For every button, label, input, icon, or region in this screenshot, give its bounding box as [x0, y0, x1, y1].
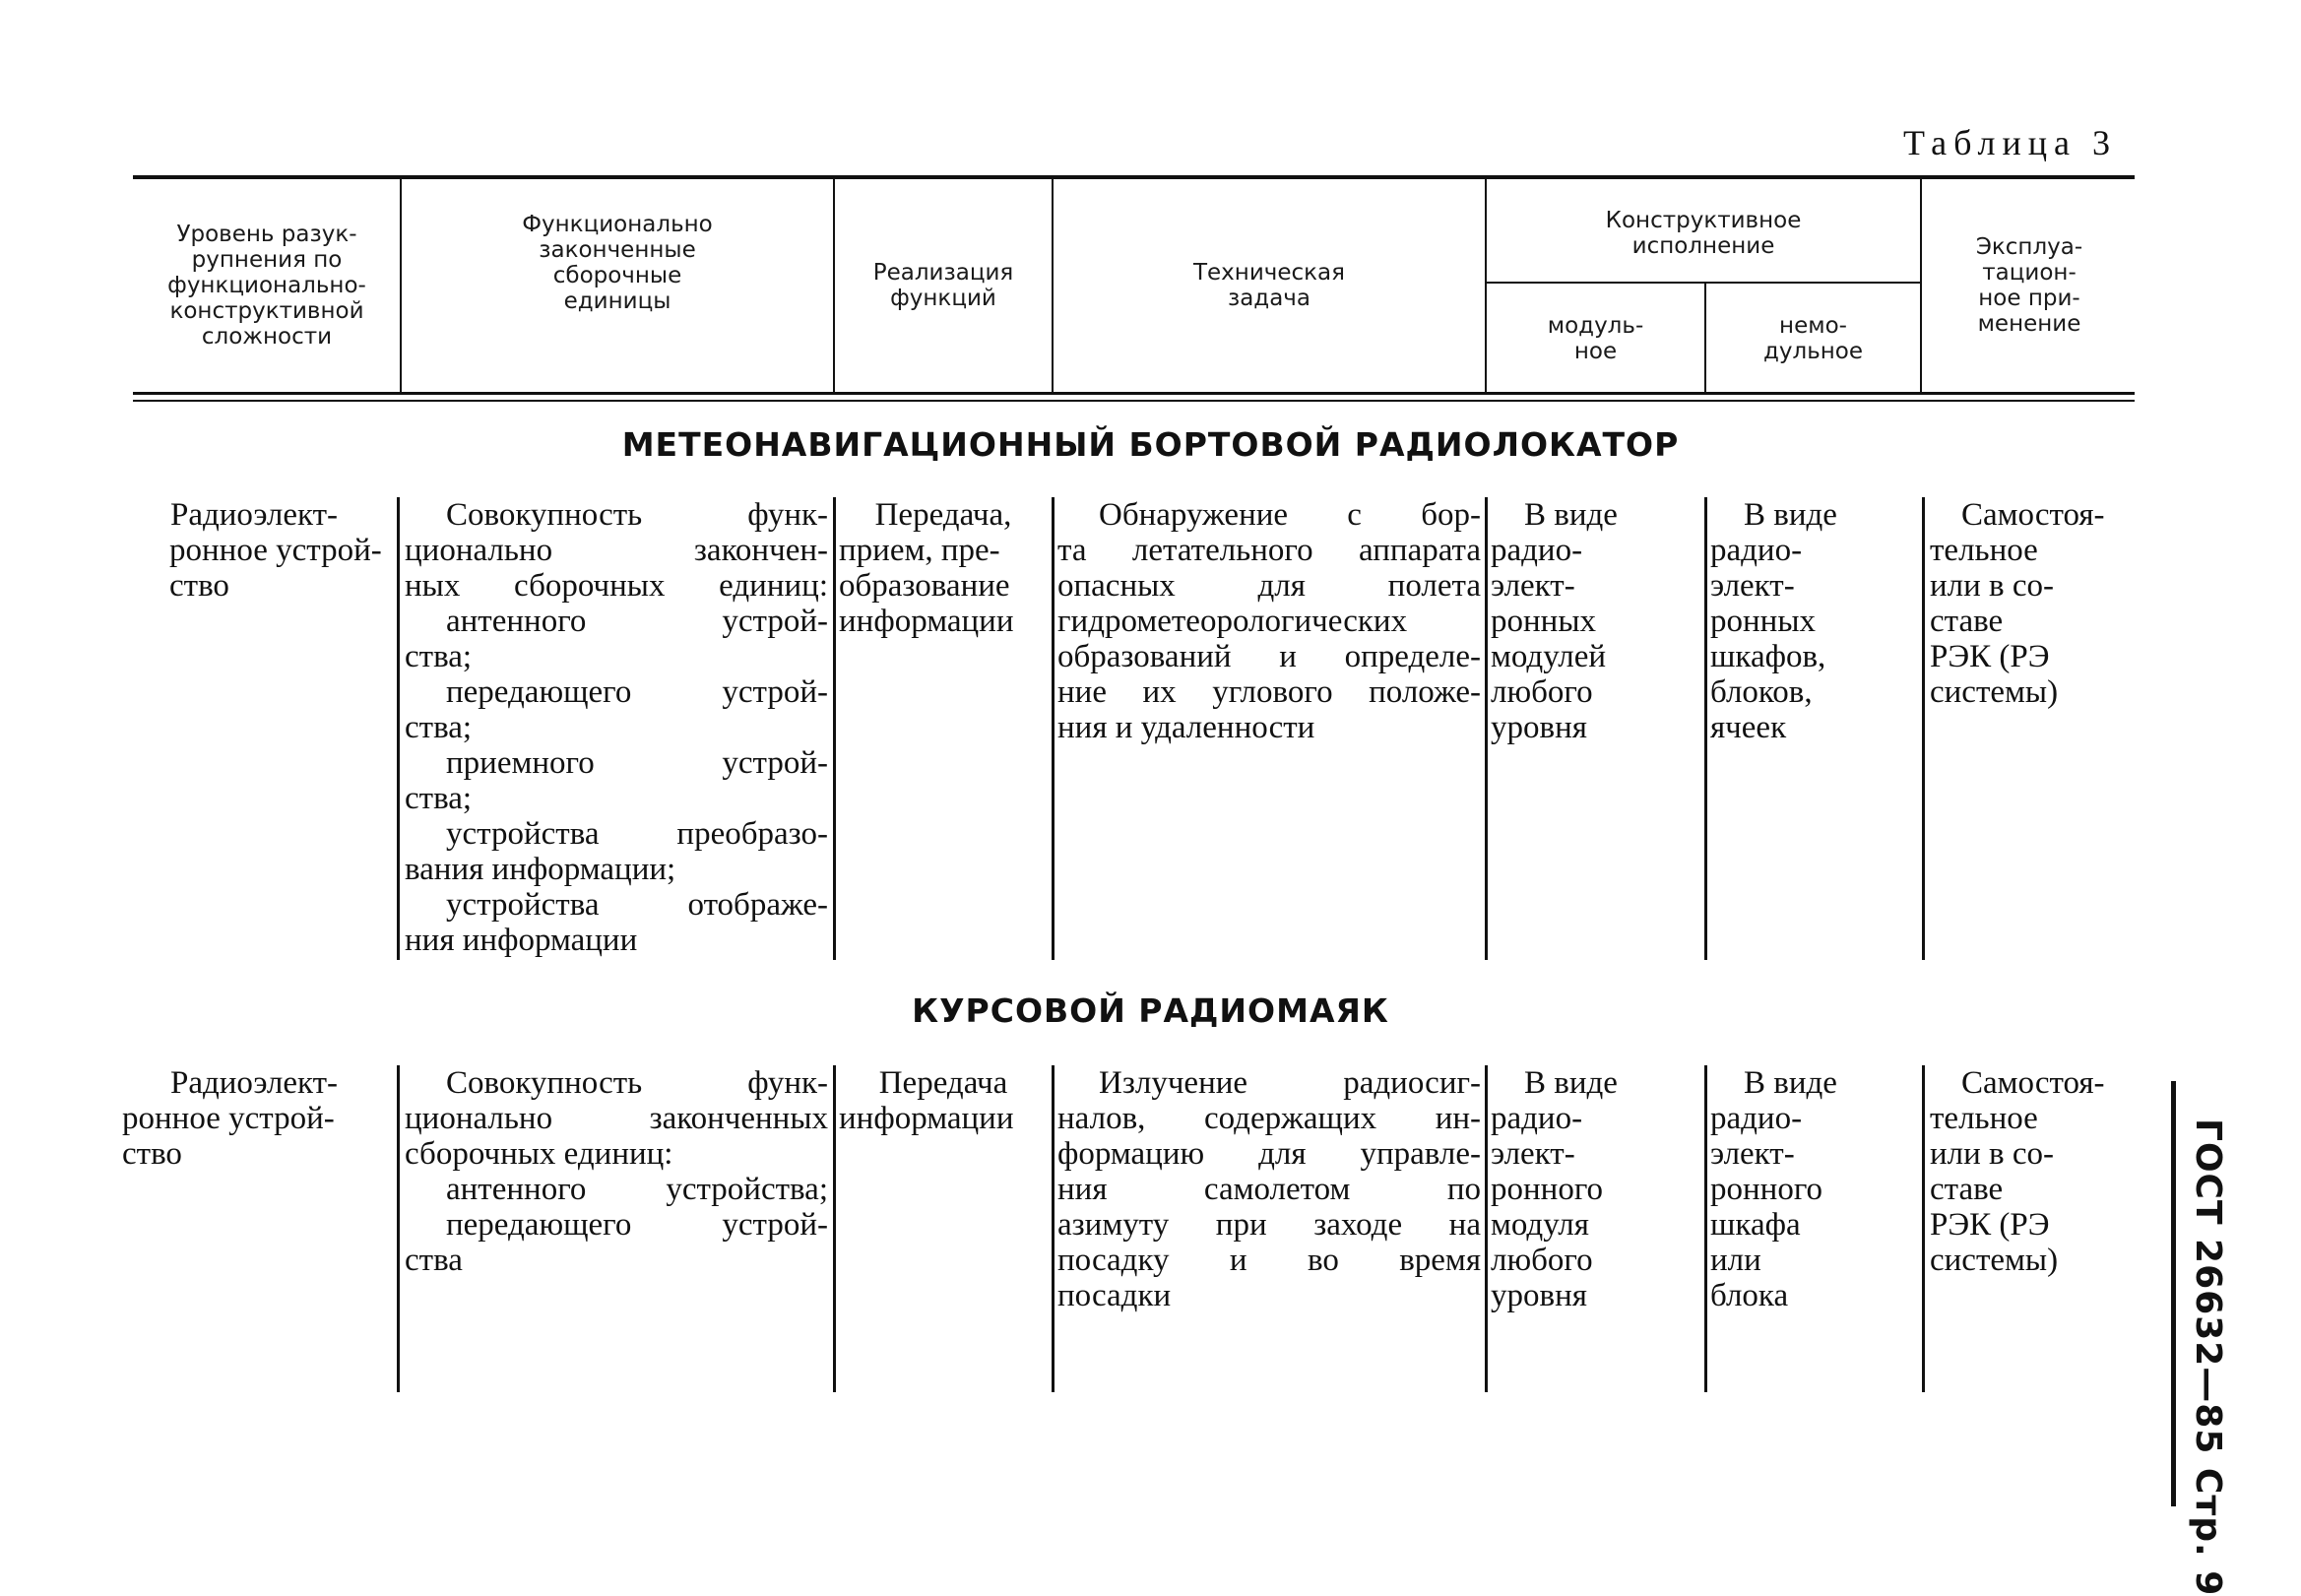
- text-line: шкафов,: [1710, 639, 1826, 674]
- section2-level: [118, 1065, 390, 1172]
- text-line: радио-: [1710, 1101, 1803, 1136]
- section2-application: [1930, 1065, 2137, 1278]
- header-units: Функционально законченные сборочные единицы: [522, 212, 713, 314]
- text-line: элект-: [1491, 568, 1575, 604]
- section1-level: [118, 497, 390, 604]
- text-line: радио-: [1491, 533, 1583, 568]
- side-rule: [2171, 1081, 2176, 1506]
- text-line: посадки: [1057, 1278, 1172, 1313]
- header-bottom-rule: [133, 392, 2135, 395]
- text-line: ронного: [1710, 1172, 1823, 1207]
- text-line: образование: [839, 568, 1010, 604]
- text-line: ство: [122, 1136, 182, 1172]
- body-vline: [1485, 1065, 1488, 1392]
- text-line: шкафа: [1710, 1207, 1801, 1243]
- body-vline: [1922, 497, 1925, 960]
- section2-modular: [1491, 1065, 1701, 1313]
- text-line: информации: [839, 604, 1014, 639]
- text-line: ства;: [405, 781, 473, 816]
- body-vline: [1922, 1065, 1925, 1392]
- text-line: радио-: [1710, 533, 1803, 568]
- header-bottom-rule-2: [133, 400, 2135, 402]
- text-line: блоков,: [1710, 674, 1813, 710]
- section2-functions: [839, 1065, 1048, 1136]
- section1-nonmodular: [1710, 497, 1917, 745]
- header-task: Техническая задача: [1192, 260, 1345, 311]
- text-line: ства: [405, 1243, 463, 1278]
- text-line: Обнаружение с бор-: [1099, 497, 1481, 533]
- section2-units: [405, 1065, 828, 1278]
- text-line: ронное устрой-: [122, 1101, 335, 1136]
- text-line: посадку и во время: [1057, 1243, 1481, 1278]
- text-line: или в со-: [1930, 1136, 2055, 1172]
- text-line: тельное: [1930, 533, 2038, 568]
- text-line: РЭК (РЭ: [1930, 639, 2050, 674]
- text-line: Совокупность функ-: [446, 497, 828, 533]
- text-line: В виде: [1744, 497, 1837, 533]
- text-line: ства;: [405, 639, 473, 674]
- text-line: налов, содержащих ин-: [1057, 1101, 1481, 1136]
- text-line: передающего устрой-: [446, 1207, 828, 1243]
- text-line: ство: [169, 568, 229, 604]
- text-line: Самостоя-: [1961, 1065, 2105, 1101]
- text-line: ронных: [1491, 604, 1596, 639]
- header-vline: [1485, 179, 1487, 392]
- section1-units: [405, 497, 828, 958]
- text-line: гидрометеорологических: [1057, 604, 1408, 639]
- text-line: ронное устрой-: [169, 533, 382, 568]
- section1-task: [1057, 497, 1481, 745]
- body-vline: [1704, 1065, 1707, 1392]
- text-line: азимуту при заходе на: [1057, 1207, 1481, 1243]
- header-vline: [1052, 179, 1054, 392]
- text-line: любого: [1491, 674, 1593, 710]
- text-line: Передача: [878, 1065, 1008, 1101]
- text-line: опасных для полета: [1057, 568, 1481, 604]
- body-vline: [1052, 497, 1055, 960]
- section1-application: [1930, 497, 2137, 710]
- text-line: В виде: [1524, 1065, 1618, 1101]
- text-line: элект-: [1491, 1136, 1575, 1172]
- body-vline: [833, 1065, 836, 1392]
- table-label: Таблица 3: [1903, 123, 2117, 162]
- text-line: ционально закончен-: [405, 533, 828, 568]
- body-vline: [397, 1065, 400, 1392]
- text-line: Излучение радиосиг-: [1099, 1065, 1481, 1101]
- header-functions: Реализация функций: [872, 260, 1014, 311]
- text-line: Совокупность функ-: [446, 1065, 828, 1101]
- body-vline: [1485, 497, 1488, 960]
- text-line: устройства отображе-: [446, 887, 828, 923]
- text-line: элект-: [1710, 1136, 1795, 1172]
- text-line: устройства преобразо-: [446, 816, 828, 852]
- text-line: антенного устрой-: [446, 604, 828, 639]
- body-vline: [397, 497, 400, 960]
- text-line: элект-: [1710, 568, 1795, 604]
- text-line: ронного: [1491, 1172, 1604, 1207]
- text-line: ционально законченных: [405, 1101, 828, 1136]
- header-modular: модуль- ное: [1547, 313, 1644, 364]
- text-line: системы): [1930, 674, 2059, 710]
- text-line: информации: [839, 1101, 1014, 1136]
- text-line: Радиоэлект-: [169, 497, 339, 533]
- text-line: системы): [1930, 1243, 2059, 1278]
- text-line: модуля: [1491, 1207, 1589, 1243]
- text-line: ния и удаленности: [1057, 710, 1315, 745]
- section-title: КУРСОВОЙ РАДИОМАЯК: [912, 991, 1389, 1030]
- text-line: любого: [1491, 1243, 1593, 1278]
- text-line: ния информации: [405, 923, 638, 958]
- text-line: ных сборочных единиц:: [405, 568, 828, 604]
- text-line: или: [1710, 1243, 1761, 1278]
- section2-task: [1057, 1065, 1481, 1313]
- text-line: или в со-: [1930, 568, 2055, 604]
- body-vline: [1704, 497, 1707, 960]
- text-line: формацию для управле-: [1057, 1136, 1481, 1172]
- text-line: В виде: [1744, 1065, 1837, 1101]
- text-line: Радиоэлект-: [169, 1065, 339, 1101]
- text-line: модулей: [1491, 639, 1607, 674]
- text-line: ния самолетом по: [1057, 1172, 1481, 1207]
- page-footer-side-note: ГОСТ 26632—85 Стр. 9: [2188, 1118, 2228, 1596]
- text-line: прием, пре-: [839, 533, 1000, 568]
- text-line: образований и определе-: [1057, 639, 1481, 674]
- text-line: уровня: [1491, 1278, 1587, 1313]
- header-construction: Конструктивное исполнение: [1605, 208, 1802, 259]
- text-line: РЭК (РЭ: [1930, 1207, 2050, 1243]
- text-line: та летательного аппарата: [1057, 533, 1481, 568]
- text-line: блока: [1710, 1278, 1789, 1313]
- text-line: ронных: [1710, 604, 1816, 639]
- section1-functions: [839, 497, 1048, 639]
- header-nonmodular: немо- дульное: [1762, 313, 1864, 364]
- text-line: ние их углового положе-: [1057, 674, 1481, 710]
- text-line: ставе: [1930, 604, 2004, 639]
- text-line: сборочных единиц:: [405, 1136, 673, 1172]
- text-line: приемного устрой-: [446, 745, 828, 781]
- text-line: радио-: [1491, 1101, 1583, 1136]
- header-vline: [400, 179, 402, 392]
- section1-modular: [1491, 497, 1701, 745]
- header-vline: [1704, 284, 1706, 392]
- text-line: уровня: [1491, 710, 1587, 745]
- header-level: Уровень разук- рупнения по функционально- конструктивной сложности: [167, 222, 366, 350]
- text-line: В виде: [1524, 497, 1618, 533]
- text-line: вания информации;: [405, 852, 676, 887]
- text-line: Передача,: [874, 497, 1012, 533]
- text-line: ячеек: [1710, 710, 1787, 745]
- header-vline: [833, 179, 835, 392]
- header-group-rule: [1485, 282, 1920, 284]
- text-line: ставе: [1930, 1172, 2004, 1207]
- text-line: антенного устройства;: [446, 1172, 828, 1207]
- section2-nonmodular: [1710, 1065, 1917, 1313]
- body-vline: [1052, 1065, 1055, 1392]
- section-title: МЕТЕОНАВИГАЦИОННЫЙ БОРТОВОЙ РАДИОЛОКАТОР: [621, 425, 1680, 464]
- header-application: Эксплуа- тацион- ное при- менение: [1975, 234, 2083, 337]
- text-line: Самостоя-: [1961, 497, 2105, 533]
- text-line: тельное: [1930, 1101, 2038, 1136]
- text-line: передающего устрой-: [446, 674, 828, 710]
- header-vline: [1920, 179, 1922, 392]
- text-line: ства;: [405, 710, 473, 745]
- body-vline: [833, 497, 836, 960]
